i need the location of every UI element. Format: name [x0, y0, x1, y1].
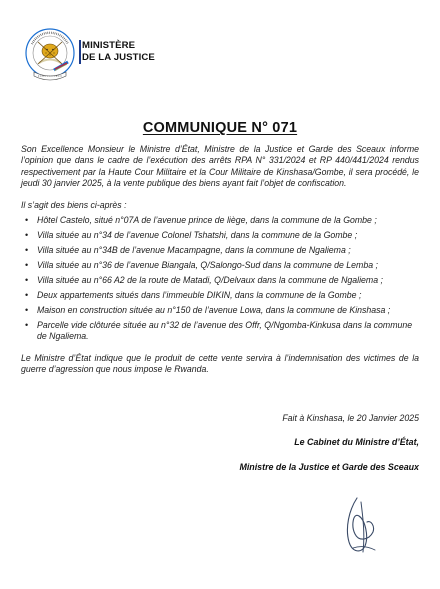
coat-of-arms-seal-icon: [24, 26, 76, 84]
header-divider: [79, 40, 81, 64]
ministry-name: [82, 40, 155, 63]
list-intro: Il s’agit des biens ci-après :: [21, 199, 127, 210]
minister-title: Ministre de la Justice et Garde des Sceaux: [239, 462, 419, 472]
list-item: • Villa située au n°36 de l’avenue Biangala, Q/Salongo-Sud dans la commune de Lemba ;: [21, 260, 419, 271]
list-item: • Villa située au n°34B de l’avenue Macampagne, dans la commune de Ngaliema ;: [21, 245, 419, 256]
ministry-line-1: MINISTÈRE: [82, 40, 136, 51]
list-item: • Parcelle vide clôturée située au n°32 de l’avenue des Offr, Q/Ngomba-Kinkusa dans la commune de Ngaliema.: [21, 320, 419, 343]
confiscated-goods-list: [21, 215, 419, 343]
list-item: • Hôtel Castelo, situé n°07A de l’avenue prince de liège, dans la commune de la Gombe ;: [21, 215, 419, 226]
letterhead: [24, 26, 244, 86]
list-item: • Villa située au n°34 de l’avenue Colonel Tshatshi, dans la commune de la Gombe ;: [21, 230, 419, 241]
list-item: • Maison en construction située au n°150 de l’avenue Lowa, dans la commune de Kinshasa ;: [21, 305, 419, 316]
document-title: [0, 119, 440, 137]
handwritten-signature-icon: [335, 490, 391, 560]
closing-paragraph: Le Ministre d’État indique que le produit de cette vente servira à l’indemnisation des victimes de la guerre d’agression que nous impose le Rwanda.: [21, 352, 419, 375]
document-body: [21, 144, 419, 376]
date-line: Fait à Kinshasa, le 20 Janvier 2025: [282, 413, 419, 423]
communique-title: COMMUNIQUE N° 071: [142, 120, 298, 136]
list-item: • Deux appartements situés dans l’immeuble DIKIN, dans la commune de la Gombe ;: [21, 290, 419, 301]
ministry-line-2: DE LA JUSTICE: [82, 51, 155, 63]
list-item: • Villa située au n°66 A2 de la route de Matadi, Q/Delvaux dans la commune de Ngaliema ;: [21, 275, 419, 286]
cabinet-signature-line: Le Cabinet du Ministre d’État,: [294, 437, 419, 447]
intro-paragraph: Son Excellence Monsieur le Ministre d’État, Ministre de la Justice et Garde des Sceaux informe l’opinion que dans le cadre de l’exécution des arrêts RPA N° 331/2024 et RP 440/441/2024 rendus respectivement par la Haute Cour Militaire et la Cour Militaire de Kinshasa/Gombe, il sera procédé, le jeudi 30 janvier 2025, à la vente publique des biens ayant fait l’objet de confiscation.: [21, 144, 419, 189]
